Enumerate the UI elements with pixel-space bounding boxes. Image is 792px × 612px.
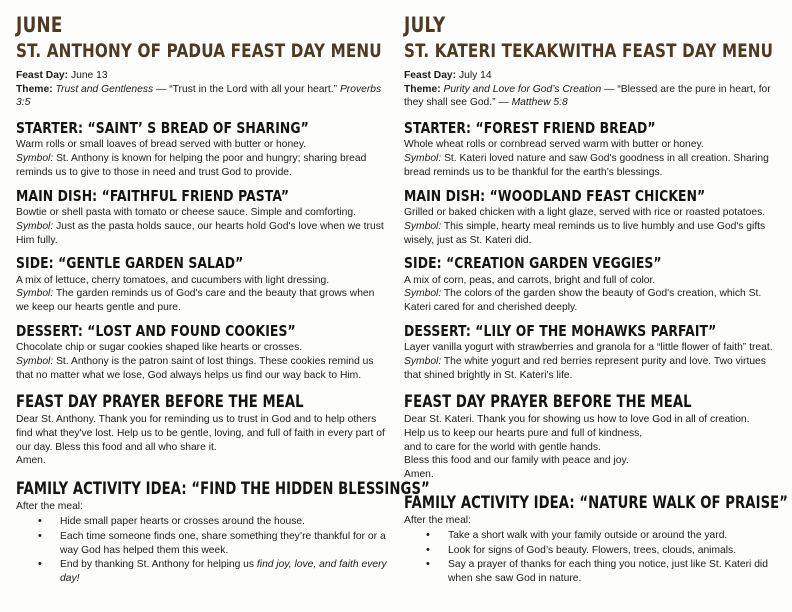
prayer-section (16, 393, 388, 469)
symbol-label: Symbol: (404, 356, 442, 368)
activity-intro: After the meal: (404, 515, 471, 527)
symbol-label: Symbol: (16, 356, 54, 368)
theme-line (404, 83, 776, 110)
bullet-text: Take a short walk with your family outside or around the yard. (448, 530, 728, 542)
course-title: DESSERT: “LILY OF THE MOHAWKS PARFAIT” (404, 322, 717, 341)
course-title: SIDE: “CREATION GARDEN VEGGIES” (404, 254, 662, 273)
activity-title: FAMILY ACTIVITY IDEA: “FIND THE HIDDEN BLESSINGS” (16, 479, 430, 499)
course-item (16, 188, 388, 248)
symbol-text: This simple, hearty meal reminds us to live humbly and use God's gifts wisely, just as St. Kateri did. (404, 220, 766, 246)
feast-day-value: July 14 (458, 69, 492, 81)
theme-text: Purity and Love for God’s Creation (443, 83, 602, 95)
course-description: A mix of lettuce, cherry tomatoes, and cucumbers with light dressing. (16, 274, 330, 286)
menu-title: ST. KATERI TEKAKWITHA FEAST DAY MENU (404, 40, 774, 63)
course-symbol (16, 220, 388, 248)
prayer-line: Help us to keep our hearts pure and full of kindness, (404, 427, 643, 439)
course-symbol (404, 152, 776, 180)
theme-citation: Matthew 5:8 (511, 97, 568, 109)
course-title: STARTER: “FOREST FRIEND BREAD” (404, 119, 656, 138)
prayer-line: Dear St. Anthony. Thank you for reminding us to trust in God and to help others find what they've lost. Help us to be gentle, loving, and full of faith in every part of our day. Bless this food and all who share it. (16, 413, 385, 453)
list-item (436, 544, 776, 558)
prayer-title: FEAST DAY PRAYER BEFORE THE MEAL (404, 391, 692, 411)
course-description: Grilled or baked chicken with a light glaze, served with rice or roasted potatoes. (404, 206, 766, 218)
symbol-text: The garden reminds us of God's care and the beauty that grows when we keep our hearts gentle and pure. (16, 288, 375, 314)
bullet-text: End by thanking St. Anthony for helping us (60, 559, 257, 571)
bullet-text-italic: find joy, love, and faith every day! (60, 559, 387, 585)
feast-day-label: Feast Day: (404, 69, 457, 81)
theme-quote: — “Trust in the Lord with all your heart.” (153, 83, 340, 95)
list-item (48, 530, 388, 558)
symbol-text: The white yogurt and red berries represent purity and love. Two virtues that shined brightly in St. Kateri's life. (404, 356, 766, 381)
feast-day-line (404, 69, 776, 83)
course-title: STARTER: “SAINT’ S BREAD OF SHARING” (16, 119, 309, 138)
theme-quote: — “Blessed are the pure in heart, for they shall see God.” — (404, 83, 771, 109)
bullet-text: Say a prayer of thanks for each thing you notice, just like St. Kateri did when she saw God in nature. (448, 559, 768, 585)
course-symbol (16, 355, 388, 383)
course-symbol (404, 355, 776, 383)
symbol-label: Symbol: (404, 220, 442, 232)
symbol-label: Symbol: (404, 153, 442, 165)
bullet-text: Hide small paper hearts or crosses around the house. (60, 516, 305, 528)
course-description: A mix of corn, peas, and carrots, bright and full of color. (404, 274, 656, 286)
course-title: MAIN DISH: “FAITHFUL FRIEND PASTA” (16, 186, 290, 205)
course-title: MAIN DISH: “WOODLAND FEAST CHICKEN” (404, 186, 706, 205)
symbol-label: Symbol: (404, 288, 442, 300)
activity-title: FAMILY ACTIVITY IDEA: “NATURE WALK OF PRAISE” (404, 492, 789, 512)
prayer-title: FEAST DAY PRAYER BEFORE THE MEAL (16, 391, 304, 411)
prayer-line: Dear St. Kateri. Thank you for showing us how to love God in all of creation. (404, 413, 750, 425)
course-description: Whole wheat rolls or cornbread served warm with butter or honey. (404, 139, 704, 151)
symbol-label: Symbol: (16, 288, 54, 300)
course-item (404, 323, 776, 383)
course-title: SIDE: “GENTLE GARDEN SALAD” (16, 254, 244, 273)
course-item (16, 323, 388, 383)
menu-title: ST. ANTHONY OF PADUA FEAST DAY MENU (16, 40, 382, 63)
list-item (48, 558, 388, 586)
bullet-text: Look for signs of God’s beauty. Flowers, trees, clouds, animals. (448, 544, 737, 556)
activity-section (404, 492, 789, 586)
activity-bullet-list (404, 529, 776, 586)
prayer-section (404, 393, 776, 482)
activity-intro: After the meal: (16, 501, 83, 513)
theme-label: Theme: (404, 83, 441, 95)
course-item (404, 120, 776, 180)
theme-label: Theme: (16, 83, 53, 95)
month-title: JUNE (16, 13, 63, 37)
list-item (436, 558, 776, 586)
column-july (404, 13, 789, 587)
course-symbol (16, 287, 388, 315)
prayer-line: Amen. (16, 455, 46, 467)
symbol-text: St. Anthony is known for helping the poor and hungry; sharing bread reminds us to give to those in need and trust God to provide. (16, 153, 367, 178)
activity-section (16, 479, 430, 586)
course-symbol (404, 220, 776, 248)
activity-bullet-list (16, 515, 388, 586)
theme-citation: Proverbs 3:5 (16, 83, 382, 109)
list-item (48, 515, 388, 529)
course-item (16, 255, 388, 315)
prayer-line: Amen. (404, 469, 434, 481)
theme-text: Trust and Gentleness (55, 83, 154, 95)
feast-day-line (16, 69, 388, 83)
course-title: DESSERT: “LOST AND FOUND COOKIES” (16, 322, 296, 341)
course-item (404, 255, 776, 315)
course-description: Bowtie or shell pasta with tomato or cheese sauce. Simple and comforting. (16, 206, 356, 218)
theme-line (16, 83, 388, 110)
prayer-line: and to care for the world with gentle hands. (404, 441, 601, 453)
symbol-label: Symbol: (16, 220, 54, 232)
course-description: Chocolate chip or sugar cookies shaped like hearts or crosses. (16, 342, 303, 354)
symbol-text: St. Anthony is the patron saint of lost things. These cookies remind us that no matter what we lose, God always helps us find our way back to Him. (16, 356, 374, 381)
feast-day-label: Feast Day: (16, 69, 69, 81)
course-symbol (16, 152, 388, 180)
symbol-text: Just as the pasta holds sauce, our hearts hold God's love when we trust Him fully. (16, 220, 384, 246)
symbol-text: The colors of the garden show the beauty of God's creation, which St. Kateri cared for and cherished deeply. (404, 288, 762, 314)
prayer-line: Bless this food and our family with peace and joy. (404, 455, 629, 467)
feast-day-value: June 13 (70, 69, 108, 81)
month-title: JULY (404, 13, 446, 37)
symbol-label: Symbol: (16, 153, 54, 165)
list-item (436, 529, 776, 543)
course-description: Warm rolls or small loaves of bread served with butter or honey. (16, 139, 307, 151)
course-description: Layer vanilla yogurt with strawberries and granola for a “little flower of faith” treat. (404, 342, 773, 354)
course-symbol (404, 287, 776, 315)
course-item (16, 120, 388, 180)
symbol-text: St. Kateri loved nature and saw God's goodness in all creation. Sharing bread reminds us to be thankful for the earth’s blessings. (404, 153, 769, 178)
course-item (404, 188, 776, 248)
bullet-text: Each time someone finds one, share something they’re thankful for or a way God has helped them this week. (60, 530, 386, 556)
